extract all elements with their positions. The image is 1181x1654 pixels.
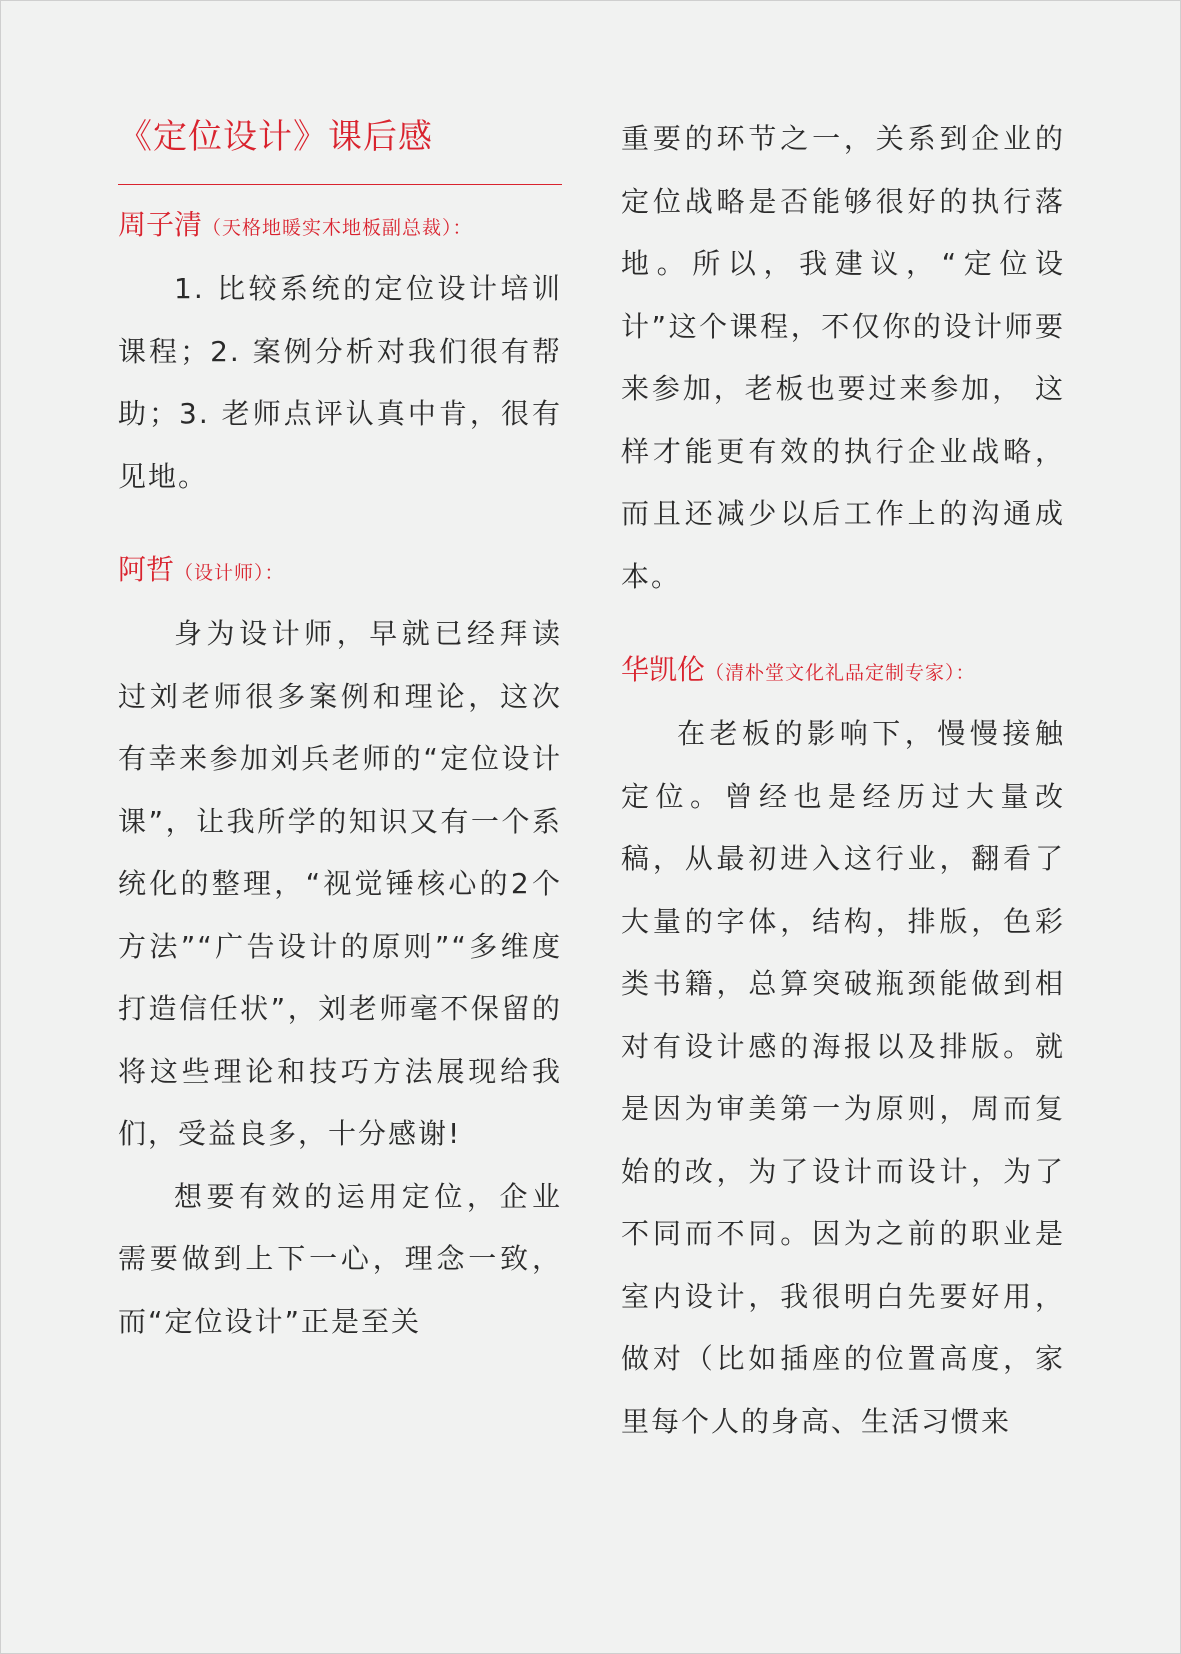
author-role: （清朴堂文化礼品定制专家）	[705, 662, 956, 684]
testimonial-text-azhe-continued: 重要的环节之一，关系到企业的定位战略是否能够很好的执行落地。所以，我建议，“定位设计”这个课程，不仅你的设计师要来参加，老板也要过来参加， 这样才能更有效的执行企业战略，而且还减少以后工作上的沟通成本。	[621, 122, 1065, 593]
right-column	[621, 108, 1065, 1453]
testimonial-text-azhe-1: 身为设计师，早就已经拜读过刘老师很多案例和理论，这次有幸来参加刘兵老师的“定位设计课”，让我所学的知识又有一个系统化的整理，“视觉锤核心的2个方法”“广告设计的原则”“多维度打造信任状”，刘老师毫不保留的将这些理论和技巧方法展现给我们，受益良多，十分感谢!	[118, 617, 562, 1150]
testimonial-text-hua: 在老板的影响下，慢慢接触定位。曾经也是经历过大量改稿，从最初进入这行业，翻看了大量的字体，结构，排版，色彩类书籍，总算突破瓶颈能做到相对有设计感的海报以及排版。就是因为审美第一为原则，周而复始的改，为了设计而设计，为了不同而不同。因为之前的职业是室内设计，我很明白先要好用，做对（比如插座的位置高度，家里每个人的身高、生活习惯来	[621, 717, 1065, 1438]
testimonial-text-zhou: 1. 比较系统的定位设计培训课程；2. 案例分析对我们很有帮助；3. 老师点评认真中肯，很有见地。	[118, 272, 562, 493]
heading-colon: ：	[955, 662, 976, 684]
testimonial-text-azhe-2: 想要有效的运用定位，企业需要做到上下一心，理念一致，而“定位设计”正是至关	[118, 1179, 562, 1338]
heading-colon: ：	[452, 217, 473, 239]
testimonial-heading-azhe	[118, 550, 562, 593]
author-role: （天格地暖实木地板副总裁）	[202, 217, 453, 239]
author-name: 周子清	[118, 208, 203, 241]
author-name: 阿哲	[118, 553, 175, 586]
document-title: 《定位设计》课后感	[118, 108, 562, 185]
author-role: （设计师）	[174, 562, 265, 584]
author-name: 华凯伦	[621, 653, 706, 686]
testimonial-heading-zhou	[118, 205, 562, 248]
testimonial-heading-hua	[621, 650, 1065, 693]
left-column	[118, 108, 562, 1353]
heading-colon: ：	[264, 562, 285, 584]
